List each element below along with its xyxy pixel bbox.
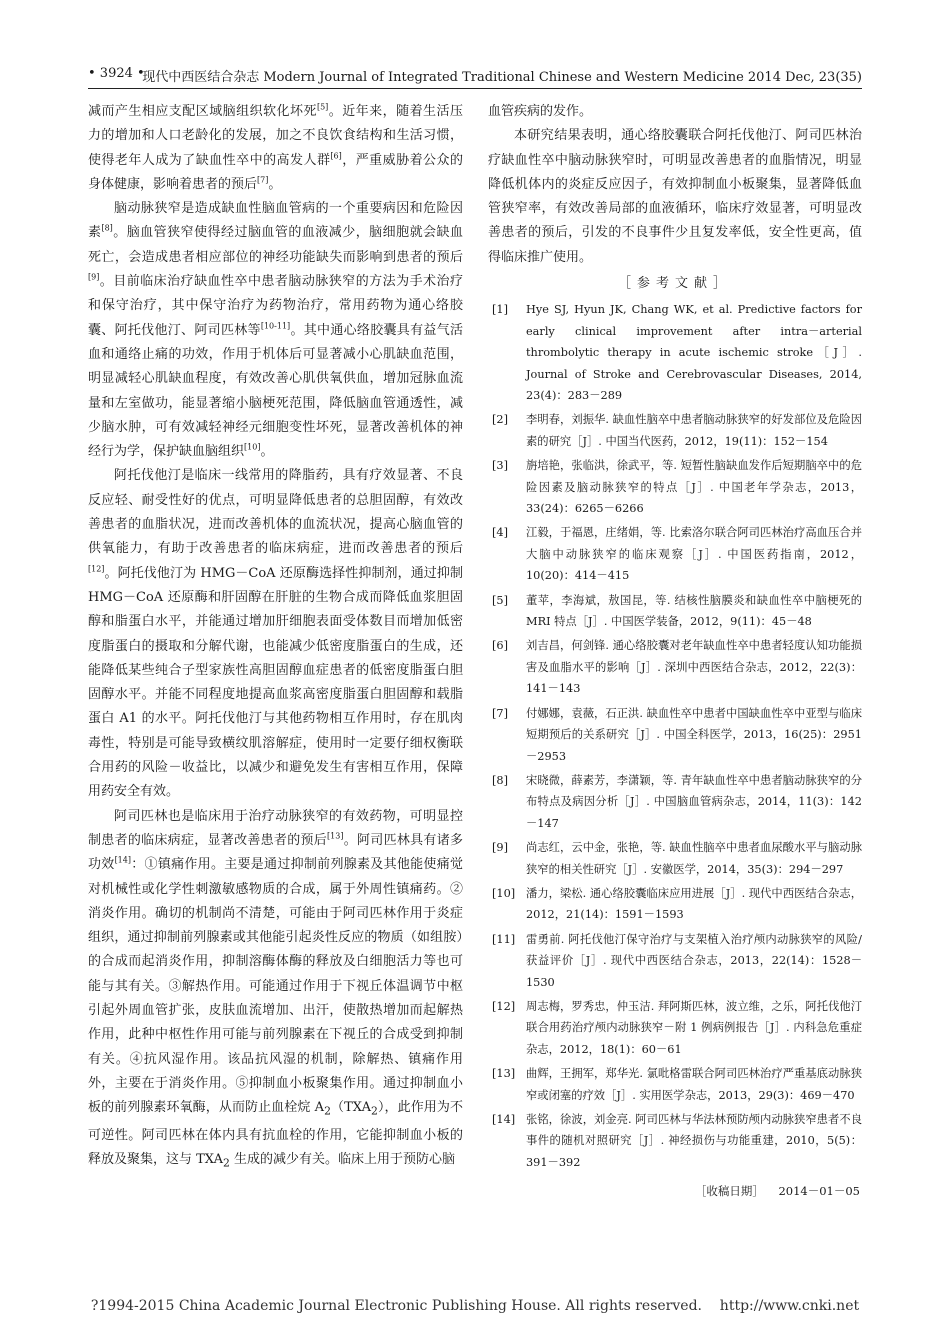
reference-number: [13] [492, 1067, 516, 1081]
citation[interactable]: [5] [316, 102, 329, 112]
reference-number: [4] [492, 526, 509, 540]
reference-number: [10] [492, 886, 516, 900]
reference-list [488, 299, 862, 1173]
citation[interactable]: [8] [101, 224, 113, 234]
reference-text: 宋晓微，薛素芳，李潇颖，等. 青年缺血性卒中患者脑动脉狭窄的分布特点及病因分析［J］. 中国脑血管病杂志，2014，11(3)：142－147 [526, 773, 862, 830]
reference-item [488, 590, 862, 633]
cnki-link[interactable]: http://www.cnki.net [719, 1298, 860, 1314]
reference-number: [14] [492, 1113, 516, 1126]
reference-text: 曲辉，王拥军，郑华光. 氯吡格雷联合阿司匹林治疗严重基底动脉狭窄或闭塞的疗效［J］. 实用医学杂志，2013，29(3)：469－470 [526, 1067, 862, 1102]
reference-text: 刘吉昌，何剑锋. 通心络胶囊对老年缺血性卒中患者轻度认知功能损害及血脂水平的影响［J］. 深圳中西医结合杂志，2012，22(3)：141－143 [526, 639, 862, 696]
reference-text: 旃培艳，张临洪，徐武平，等. 短暂性脑缺血发作后短期脑卒中的危险因素及脑动脉狭窄的特点［J］. 中国老年学杂志，2013，33(24)：6265－6266 [526, 459, 862, 516]
reference-text: 付娜娜，袁薇，石正洪. 缺血性卒中患者中国缺血性卒中亚型与临床短期预后的关系研究［J］. 中国全科医学，2013，16(25)：2951－2953 [526, 706, 862, 763]
citation[interactable]: [10] [244, 442, 261, 452]
reference-number: [6] [492, 639, 509, 653]
reference-item [488, 929, 862, 993]
reference-item [488, 409, 862, 452]
copyright-text: ?1994-2015 China Academic Journal Electronic Publishing House. All rights reserved. [90, 1298, 702, 1314]
paragraph: 阿托伐他汀是临床一线常用的降脂药，具有疗效显著、不良反应轻、耐受性好的优点，可明显降低患者的总胆固醇，有效改善患者的血脂状况，进而改善机体的血流状况，提高心脑血管的供氧能力，有助于改善患者的临床病症，进而改善患者的预后[12]。阿托伐他汀为 HMG－CoA 还原酶选择性抑制剂，通过抑制 HMG－CoA 还原酶和肝固醇在肝脏的生物合成而降低血浆胆固醇和脂蛋白水平，并能通过增加肝细胞表面受体数目而增加低密度脂蛋白的摄取和分解代谢，也能减少低密度脂蛋白的生成，还能降低某些纯合子型家族性高胆固醇血症患者的低密度脂蛋白胆固醇水平。并能不同程度地提高血浆高密度脂蛋白胆固醇和载脂蛋白 A1 的水平。阿托伐他汀与其他药物相互作用时，存在肌肉毒性，特别是可能导致横纹肌溶解症，使用时一定要仔细权衡联合用药的风险－收益比，以减少和避免发生有害相互作用，保障用药安全有效。 [88, 468, 463, 800]
reference-text: 李明春，刘振华. 缺血性脑卒中患者脑动脉狭窄的好发部位及危险因素的研究［J］. 中国当代医药，2012，19(11)：152－154 [526, 413, 862, 448]
paragraph: 血管疾病的发作。 [488, 104, 593, 119]
running-header [88, 60, 862, 86]
paragraph: 脑动脉狭窄是造成缺血性脑血管病的一个重要病因和危险因素[8]。脑血管狭窄使得经过脑血管的血液减少，脑细胞就会缺血死亡，会造成患者相应部位的神经功能缺失而影响到患者的预后[9]。目前临床治疗缺血性卒中患者脑动脉狭窄的方法为手术治疗和保守治疗，其中保守治疗为药物治疗，常用药物为通心络胶囊、阿托伐他汀、阿司匹林等[10-11]。其中通心络胶囊具有益气活血和通络止痛的功效，作用于机体后可显著减小心肌缺血范围，明显减轻心肌缺血程度，有效改善心肌供氧供血，增加冠脉血流量和左室做功，能显著缩小脑梗死范围，降低脑血管通透性，减少脑水肿，可有效减轻神经元细胞变性坏死，显著改善机体的神经行为学，保护缺血脑组织[10]。 [88, 201, 463, 460]
reference-text: 江毅，于福恩，庄绪娟，等. 比索洛尔联合阿司匹林治疗高血压合并大脑中动脉狭窄的临床观察［J］. 中国医药指南，2012，10(20)：414－415 [526, 526, 862, 583]
references-heading: ［参考文献］ [617, 276, 732, 292]
copyright-footer [0, 1298, 950, 1314]
reference-number: [12] [492, 999, 516, 1013]
reference-text: Hye SJ, Hyun JK, Chang WK, et al. Predictive factors for early clinical improvement after intra－arterial thrombolytic therapy in acute ischemic stroke［J］. Journal of Stroke and Cerebrovascular Diseases, 2014, 23(4)：283－289 [526, 303, 862, 402]
citation[interactable]: [6] [330, 151, 342, 161]
reference-item [488, 455, 862, 519]
citation[interactable]: [9] [88, 272, 100, 282]
reference-text: 尚志红，云中金，张艳，等. 缺血性脑卒中患者血尿酸水平与脑动脉狭窄的相关性研究［J］. 安徽医学，2014，35(3)：294－297 [526, 841, 862, 876]
reference-item [488, 635, 862, 699]
reference-item [488, 996, 862, 1060]
paragraph: 阿司匹林也是临床用于治疗动脉狭窄的有效药物，可明显控制患者的临床病症，显著改善患者的预后[13]。阿司匹林具有诸多功效[14]：①镇痛作用。主要是通过抑制前列腺素及其他能使痛觉对机械性或化学性刺激敏感物质的合成，属于外周性镇痛药。②消炎作用。确切的机制尚不清楚，可能由于阿司匹林作用于炎症组织，通过抑制前列腺素或其他能引起炎性反应的物质（如组胺）的合成而起消炎作用，抑制溶酶体酶的释放及白细胞活力等也可能与其有关。③解热作用。可能通过作用于下视丘体温调节中枢引起外周血管扩张，皮肤血流增加、出汗，使散热增加而起解热作用，此种中枢性作用可能与前列腺素在下视丘的合成受到抑制有关。④抗风湿作用。该品抗风湿的机制，除解热、镇痛作用外，主要在于消炎作用。⑤抑制血小板聚集作用。通过抑制血小板的前列腺素环氧酶，从而防止血栓烷 $A_2(TXA_2)$，此作用为不可逆性。阿司匹林在体内具有抗血栓的作用，它能抑制血小板的释放及聚集，这与 $TXA_2$ 生成的减少有关。临床上用于预防心脑 [88, 808, 463, 1170]
reference-item [488, 299, 862, 406]
reference-number: [5] [492, 593, 509, 607]
reference-item [488, 770, 862, 834]
page-number: • 3924 • [88, 66, 145, 81]
citation[interactable]: [10-11] [260, 321, 291, 331]
reference-item [488, 837, 862, 880]
reference-item [488, 1063, 862, 1106]
paragraph: 减而产生相应支配区域脑组织软化坏死[5]。近年来，随着生活压力的增加和人口老龄化的发展，加之不良饮食结构和生活习惯，使得老年人成为了缺血性卒中的高发人群[6]，严重威胁着公众的身体健康，影响着患者的预后[7]。 [88, 102, 463, 192]
journal-title: 现代中西医结合杂志 Modern Journal of Integrated Traditional Chinese and Western Medicine 2014 Dec, 23(35) [142, 70, 862, 85]
reference-number: [2] [492, 413, 509, 427]
reference-number: [1] [492, 303, 509, 317]
citation[interactable]: [7] [257, 175, 269, 185]
received-date: ［收稿日期］ 2014－01－05 [694, 1184, 860, 1199]
reference-number: [3] [492, 459, 509, 473]
reference-item [488, 883, 862, 926]
left-column [88, 100, 463, 1176]
citation[interactable]: [12] [88, 564, 105, 574]
reference-number: [7] [492, 706, 509, 720]
reference-number: [8] [492, 773, 509, 787]
reference-item [488, 1109, 862, 1173]
header-rule [88, 88, 862, 89]
conclusion-paragraph: 本研究结果表明，通心络胶囊联合阿托伐他汀、阿司匹林治疗缺血性卒中脑动脉狭窄时，可明显改善患者的血脂情况，明显降低机体内的炎症反应因子，有效抑制血小板聚集，显著降低血管狭窄率，有效改善局部的血液循环，临床疗效显著，可明显改善患者的预后，引发的不良事件少且复发率低，安全性更高，值得临床推广使用。 [488, 128, 862, 265]
reference-text: 张铭，徐波，刘金亮. 阿司匹林与华法林预防颅内动脉狭窄患者不良事件的随机对照研究［J］. 神经损伤与功能重建，2010，5(5)：391－392 [526, 1113, 862, 1169]
reference-item [488, 703, 862, 767]
reference-text: 潘力，梁松. 通心络胶囊临床应用进展［J］. 现代中西医结合杂志，2012，21(14)：1591－1593 [526, 886, 862, 922]
citation[interactable]: [13] [327, 831, 344, 841]
reference-number: [9] [492, 841, 509, 855]
right-column [488, 100, 862, 1204]
reference-text: 雷勇前. 阿托伐他汀保守治疗与支架植入治疗颅内动脉狭窄的风险/获益评价［J］. 现代中西医结合杂志，2013，22(14)：1528－1530 [526, 932, 862, 989]
reference-number: [11] [492, 932, 516, 946]
reference-text: 周志梅，罗秀忠，仲玉洁. 拜阿斯匹林，波立维，之乐，阿托伐他汀联合用药治疗颅内动脉狭窄－附 1 例病例报告［J］. 内科急危重症杂志，2012，18(1)：60－61 [526, 999, 862, 1056]
citation[interactable]: [14] [114, 855, 131, 865]
reference-text: 董苹，李海斌，敖国昆，等. 结核性脑膜炎和缺血性卒中脑梗死的 MRI 特点［J］. 中国医学装备，2012，9(11)：45－48 [526, 593, 862, 629]
reference-item [488, 522, 862, 586]
